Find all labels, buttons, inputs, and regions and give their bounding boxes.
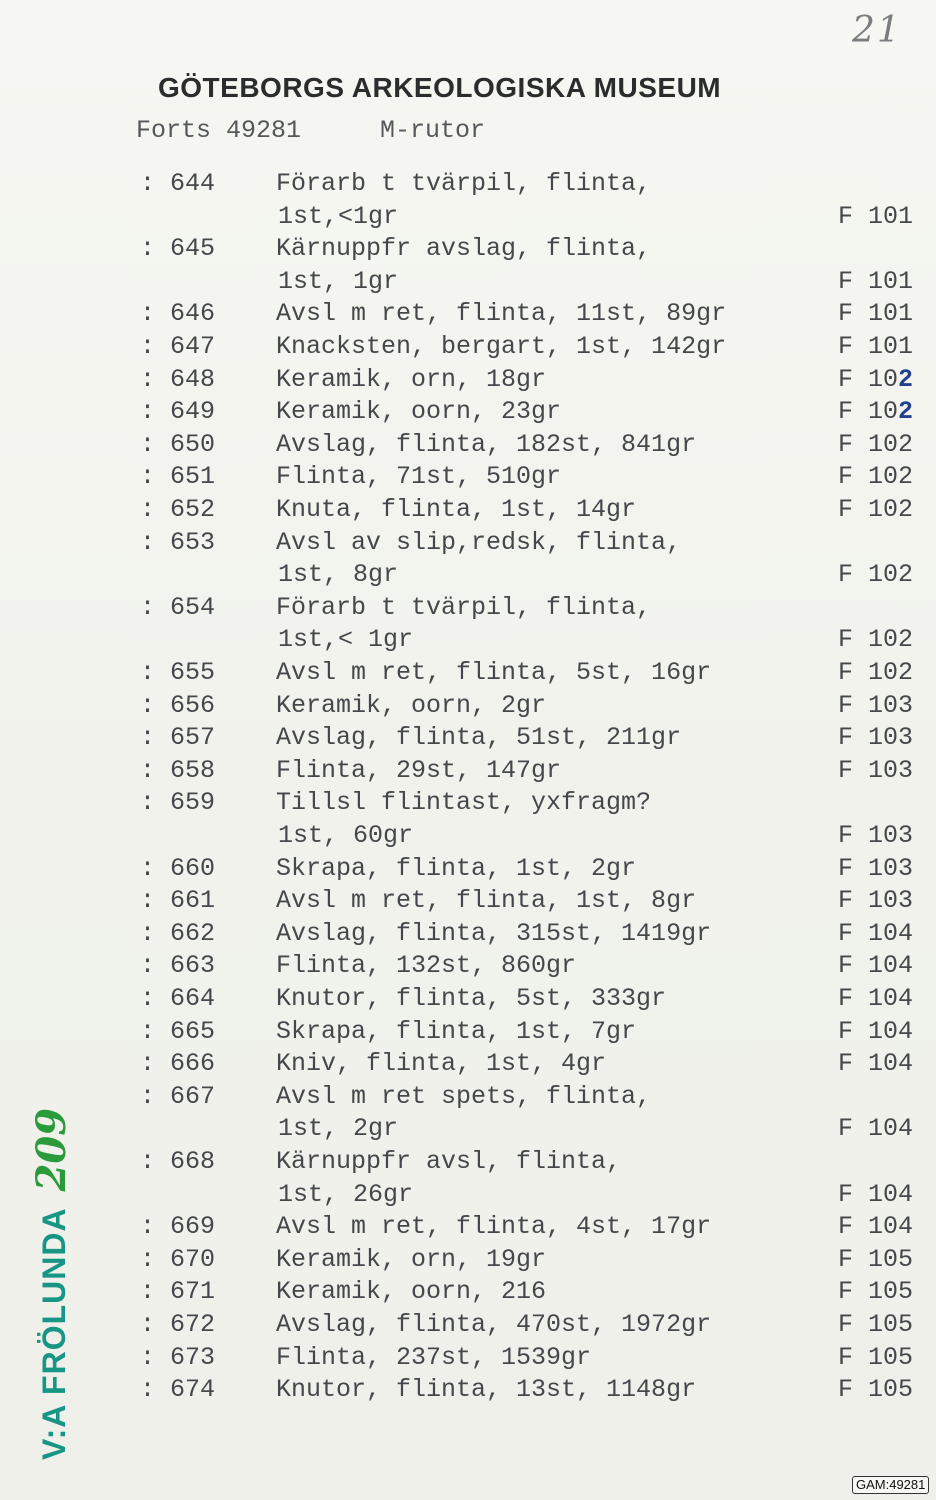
entry-description: Keramik, orn, 18gr xyxy=(276,364,547,394)
entry-description: Keramik, oorn, 216 xyxy=(276,1277,547,1307)
entry-number: : 648 xyxy=(140,364,216,394)
entry-description: Avsl m ret, flinta, 11st, 89gr xyxy=(276,299,727,329)
square-code: F 105 xyxy=(838,1244,914,1274)
square-code: F 101 xyxy=(838,332,914,361)
entry-description-cont: 1st, 26gr xyxy=(278,1179,414,1209)
entry-description-cont: 1st,< 1gr xyxy=(278,625,414,655)
entry-description: Förarb t tvärpil, flinta, xyxy=(276,592,652,622)
entry-description: Knutor, flinta, 13st, 1148gr xyxy=(276,1375,697,1405)
square-code: F 103 xyxy=(838,755,914,785)
entry-number: : 657 xyxy=(140,723,216,753)
square-code: F 105 xyxy=(838,1375,914,1405)
entry-square-ref xyxy=(838,626,913,658)
entry-description: Knuta, flinta, 1st, 14gr xyxy=(276,495,637,524)
square-code: F 103 xyxy=(838,853,914,883)
square-code: F 101 xyxy=(838,266,914,296)
entry-number: : 665 xyxy=(140,1016,216,1046)
entry-number: : 662 xyxy=(140,918,216,948)
square-code: F 103 xyxy=(838,821,914,850)
entry-number: : 668 xyxy=(140,1147,216,1176)
entry-square-ref xyxy=(838,1344,913,1376)
entry-description: Avslag, flinta, 182st, 841gr xyxy=(276,429,697,459)
entry-description: Avsl m ret spets, flinta, xyxy=(276,1081,652,1111)
entry-description: Avsl m ret, flinta, 4st, 17gr xyxy=(276,1212,712,1242)
entry-description: Knutor, flinta, 5st, 333gr xyxy=(276,984,667,1013)
entry-square-ref xyxy=(838,431,913,463)
entry-number: : 671 xyxy=(140,1277,216,1307)
entry-description: Avslag, flinta, 315st, 1419gr xyxy=(276,918,712,948)
entry-square-ref xyxy=(838,398,913,430)
entry-number: : 649 xyxy=(140,397,216,427)
entry-number: : 656 xyxy=(140,690,216,720)
entry-description: Flinta, 71st, 510gr xyxy=(276,462,562,492)
square-code: F 10 xyxy=(838,364,899,394)
square-code: F 103 xyxy=(838,886,914,916)
square-code: F 105 xyxy=(838,1277,914,1307)
entry-number: : 655 xyxy=(140,658,216,687)
entry-number: : 672 xyxy=(140,1310,216,1339)
entry-number: : 673 xyxy=(140,1342,216,1372)
entry-description-cont: 1st, 8gr xyxy=(278,560,399,590)
square-code: F 104 xyxy=(838,951,914,981)
entry-square-ref xyxy=(838,920,913,952)
entry-square-ref xyxy=(838,463,913,495)
square-code: F 101 xyxy=(838,299,914,329)
museum-header: GÖTEBORGS ARKEOLOGISKA MUSEUM xyxy=(158,72,722,103)
entry-description: Flinta, 237st, 1539gr xyxy=(276,1342,592,1372)
entry-square-ref xyxy=(838,561,913,593)
square-code: F 104 xyxy=(838,984,914,1013)
site-name: V:A FRÖLUNDA xyxy=(36,1207,72,1460)
entry-square-ref xyxy=(838,1050,913,1082)
archive-stamp: GAM:49281 xyxy=(852,1476,929,1494)
square-code: F 104 xyxy=(838,918,914,948)
entry-number: : 651 xyxy=(140,462,216,492)
entry-description: Knacksten, bergart, 1st, 142gr xyxy=(276,332,727,361)
square-code: F 104 xyxy=(838,1049,914,1079)
entry-number: : 661 xyxy=(140,886,216,916)
square-code: F 104 xyxy=(838,1179,914,1209)
entry-square-ref xyxy=(838,952,913,984)
entry-square-ref xyxy=(838,1311,913,1343)
site-number: 209 xyxy=(28,1107,75,1192)
square-code: F 104 xyxy=(838,1114,914,1144)
entry-number: : 666 xyxy=(140,1049,216,1079)
entry-number: : 674 xyxy=(140,1375,216,1405)
entry-description-cont: 1st,<1gr xyxy=(278,201,399,231)
entry-description: Skrapa, flinta, 1st, 7gr xyxy=(276,1016,637,1046)
entry-description: Avsl av slip,redsk, flinta, xyxy=(276,527,682,557)
entry-square-ref xyxy=(838,757,913,789)
square-code: F 102 xyxy=(838,625,914,655)
entry-number: : 653 xyxy=(140,527,216,557)
square-code: F 102 xyxy=(838,560,914,590)
entry-number: : 667 xyxy=(140,1081,216,1111)
entry-square-ref xyxy=(838,1213,913,1245)
entry-number: : 663 xyxy=(140,951,216,981)
entry-description: Flinta, 29st, 147gr xyxy=(276,755,562,785)
entry-number: : 652 xyxy=(140,495,216,524)
entry-number: : 647 xyxy=(140,332,216,361)
square-code: F 102 xyxy=(838,429,914,459)
entry-description-cont: 1st, 60gr xyxy=(278,821,414,850)
entry-number: : 670 xyxy=(140,1244,216,1274)
entry-square-ref xyxy=(838,366,913,398)
entry-description-cont: 1st, 1gr xyxy=(278,266,399,296)
entry-description: Flinta, 132st, 860gr xyxy=(276,951,577,981)
entry-description: Kärnuppfr avslag, flinta, xyxy=(276,234,652,264)
entry-description: Avslag, flinta, 470st, 1972gr xyxy=(276,1310,712,1339)
square-code: F 101 xyxy=(838,201,914,231)
entry-number: : 646 xyxy=(140,299,216,329)
entry-number: : 669 xyxy=(140,1212,216,1242)
handwritten-correction: 2 xyxy=(898,397,914,427)
entry-square-ref xyxy=(838,268,913,300)
entry-description: Skrapa, flinta, 1st, 2gr xyxy=(276,853,637,883)
entry-square-ref xyxy=(838,1018,913,1050)
square-code: F 102 xyxy=(838,495,914,524)
square-code: F 102 xyxy=(838,462,914,492)
square-code: F 104 xyxy=(838,1016,914,1046)
entry-square-ref xyxy=(838,855,913,887)
entry-description: Kärnuppfr avsl, flinta, xyxy=(276,1147,622,1176)
entry-square-ref xyxy=(838,887,913,919)
square-code: F 103 xyxy=(838,723,914,753)
entry-square-ref xyxy=(838,1115,913,1147)
entry-square-ref xyxy=(838,985,913,1017)
entry-number: : 660 xyxy=(140,853,216,883)
square-code: F 102 xyxy=(838,658,914,687)
entry-square-ref xyxy=(838,203,913,235)
handwritten-page-number: 21 xyxy=(852,10,902,51)
entry-square-ref xyxy=(838,724,913,756)
entry-description: Keramik, oorn, 23gr xyxy=(276,397,562,427)
entry-number: : 654 xyxy=(140,592,216,622)
subheader-catalog-ref: Forts 49281 xyxy=(136,116,302,145)
square-code: F 105 xyxy=(838,1310,914,1339)
handwritten-correction: 2 xyxy=(898,364,914,394)
entry-description: Avsl m ret, flinta, 5st, 16gr xyxy=(276,658,712,687)
entry-square-ref xyxy=(838,1376,913,1408)
square-code: F 104 xyxy=(838,1212,914,1242)
entry-square-ref xyxy=(838,1246,913,1278)
entry-description-cont: 1st, 2gr xyxy=(278,1114,399,1144)
entry-square-ref xyxy=(838,659,913,691)
subheader-area: M-rutor xyxy=(380,116,486,145)
entry-number: : 645 xyxy=(140,234,216,264)
square-code: F 103 xyxy=(838,690,914,720)
entry-square-ref xyxy=(838,692,913,724)
square-code: F 105 xyxy=(838,1342,914,1372)
entry-number: : 644 xyxy=(140,169,216,198)
entry-description: Kniv, flinta, 1st, 4gr xyxy=(276,1049,607,1079)
entry-number: : 658 xyxy=(140,755,216,785)
entry-description: Tillsl flintast, yxfragm? xyxy=(276,788,652,818)
side-label xyxy=(28,1108,75,1460)
entry-number: : 650 xyxy=(140,429,216,459)
entry-square-ref xyxy=(838,333,913,365)
entry-description: Avslag, flinta, 51st, 211gr xyxy=(276,723,682,753)
square-code: F 10 xyxy=(838,397,899,427)
entry-square-ref xyxy=(838,822,913,854)
entry-square-ref xyxy=(838,1278,913,1310)
entry-description: Keramik, oorn, 2gr xyxy=(276,690,547,720)
entry-square-ref xyxy=(838,300,913,332)
entry-description: Förarb t tvärpil, flinta, xyxy=(276,169,652,198)
entry-square-ref xyxy=(838,1181,913,1213)
entry-description: Keramik, orn, 19gr xyxy=(276,1244,547,1274)
entry-description: Avsl m ret, flinta, 1st, 8gr xyxy=(276,886,697,916)
entry-square-ref xyxy=(838,496,913,528)
entry-number: : 659 xyxy=(140,788,216,818)
entry-number: : 664 xyxy=(140,984,216,1013)
